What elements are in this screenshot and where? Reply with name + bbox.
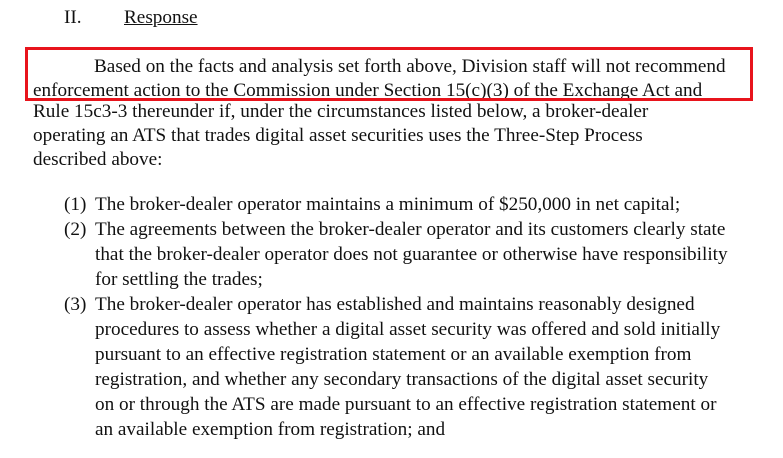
paragraph-line-1: Based on the facts and analysis set forth above, Division staff will not recommend bbox=[94, 56, 726, 77]
list-item-3-line-1: The broker-dealer operator has established and maintains reasonably designed bbox=[95, 294, 695, 315]
paragraph-line-5: described above: bbox=[33, 149, 163, 170]
list-item-3-line-2: procedures to assess whether a digital asset security was offered and sold initially bbox=[95, 319, 721, 340]
list-item-2-line-1: The agreements between the broker-dealer operator and its customers clearly state bbox=[95, 219, 726, 240]
list-marker-1: (1) bbox=[64, 194, 87, 215]
paragraph-line-4: operating an ATS that trades digital asset securities uses the Three-Step Process bbox=[33, 125, 643, 146]
paragraph-line-2: enforcement action to the Commission under Section 15(c)(3) of the Exchange Act and bbox=[33, 80, 703, 101]
list-item-1-line-1: The broker-dealer operator maintains a minimum of $250,000 in net capital; bbox=[95, 194, 681, 215]
list-item-3-line-3: pursuant to an effective registration statement or an available exemption from bbox=[95, 344, 692, 365]
list-item-2-line-2: that the broker-dealer operator does not guarantee or otherwise have responsibility bbox=[95, 244, 728, 265]
list-item-2-line-3: for settling the trades; bbox=[95, 269, 263, 290]
list-item-3-line-4: registration, and whether any secondary transactions of the digital asset security bbox=[95, 369, 709, 390]
section-number: II. bbox=[64, 7, 82, 28]
list-item-3-line-5: on or through the ATS are made pursuant to an effective registration statement or bbox=[95, 394, 717, 415]
list-marker-3: (3) bbox=[64, 294, 87, 315]
section-title: Response bbox=[124, 7, 198, 28]
list-item-3-line-6: an available exemption from registration; and bbox=[95, 419, 446, 440]
list-marker-2: (2) bbox=[64, 219, 87, 240]
paragraph-line-3: Rule 15c3-3 thereunder if, under the circumstances listed below, a broker-dealer bbox=[33, 101, 649, 122]
